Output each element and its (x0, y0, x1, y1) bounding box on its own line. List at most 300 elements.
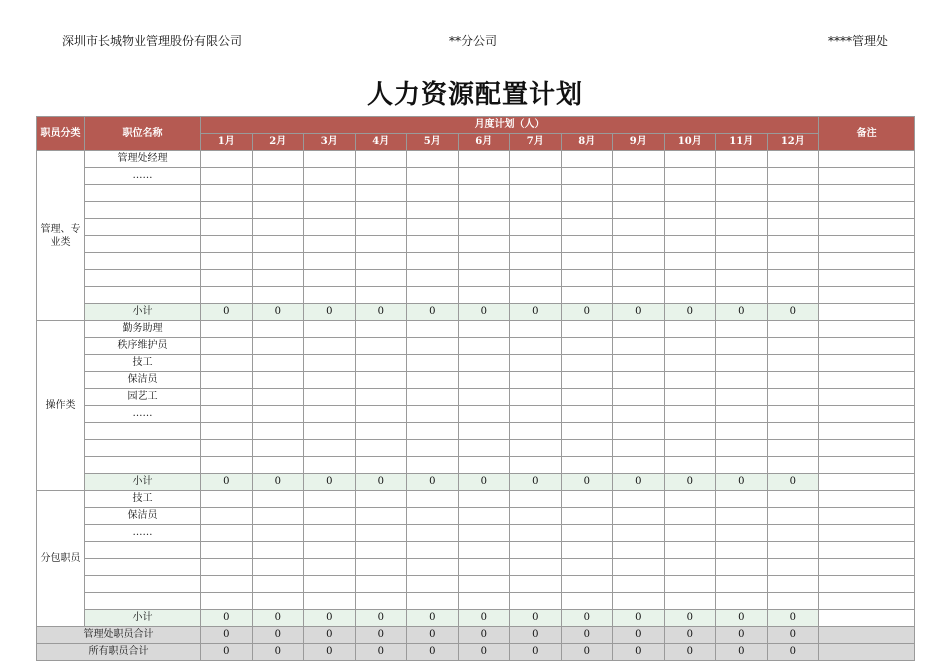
month-value-cell[interactable] (561, 236, 613, 253)
month-value-cell[interactable] (355, 202, 407, 219)
month-value-cell[interactable] (407, 559, 459, 576)
note-cell[interactable] (819, 627, 915, 644)
month-value-cell[interactable] (407, 185, 459, 202)
month-value-cell[interactable] (201, 168, 253, 185)
month-value-cell[interactable] (458, 406, 510, 423)
month-value-cell[interactable] (201, 423, 253, 440)
month-value-cell[interactable] (201, 389, 253, 406)
month-value-cell[interactable] (767, 270, 819, 287)
month-value-cell[interactable] (561, 355, 613, 372)
month-value-cell[interactable] (561, 287, 613, 304)
month-value-cell[interactable] (355, 355, 407, 372)
month-value-cell[interactable] (252, 338, 304, 355)
position-cell[interactable] (85, 270, 201, 287)
month-value-cell[interactable] (716, 185, 768, 202)
month-value-cell[interactable] (716, 491, 768, 508)
position-cell[interactable]: 秩序维护员 (85, 338, 201, 355)
month-value-cell[interactable] (510, 542, 562, 559)
month-value-cell[interactable] (252, 185, 304, 202)
month-value-cell[interactable] (613, 236, 665, 253)
month-value-cell[interactable] (767, 423, 819, 440)
month-value-cell[interactable] (510, 508, 562, 525)
month-value-cell[interactable] (613, 508, 665, 525)
month-value-cell[interactable] (767, 219, 819, 236)
note-cell[interactable] (819, 389, 915, 406)
position-cell[interactable] (85, 457, 201, 474)
month-value-cell[interactable] (716, 593, 768, 610)
month-value-cell[interactable] (407, 219, 459, 236)
position-cell[interactable] (85, 219, 201, 236)
note-cell[interactable] (819, 542, 915, 559)
month-value-cell[interactable] (304, 406, 356, 423)
month-value-cell[interactable] (664, 270, 716, 287)
note-cell[interactable] (819, 355, 915, 372)
note-cell[interactable] (819, 168, 915, 185)
month-value-cell[interactable] (355, 423, 407, 440)
month-value-cell[interactable] (561, 253, 613, 270)
position-cell[interactable] (85, 423, 201, 440)
month-value-cell[interactable] (561, 185, 613, 202)
month-value-cell[interactable] (613, 440, 665, 457)
month-value-cell[interactable] (304, 508, 356, 525)
month-value-cell[interactable] (304, 168, 356, 185)
month-value-cell[interactable] (561, 525, 613, 542)
month-value-cell[interactable] (510, 270, 562, 287)
month-value-cell[interactable] (510, 406, 562, 423)
month-value-cell[interactable] (201, 321, 253, 338)
position-cell[interactable] (85, 542, 201, 559)
month-value-cell[interactable] (252, 559, 304, 576)
month-value-cell[interactable] (716, 168, 768, 185)
month-value-cell[interactable] (407, 542, 459, 559)
month-value-cell[interactable] (716, 202, 768, 219)
month-value-cell[interactable] (252, 440, 304, 457)
month-value-cell[interactable] (458, 576, 510, 593)
month-value-cell[interactable] (304, 338, 356, 355)
month-value-cell[interactable] (561, 321, 613, 338)
month-value-cell[interactable] (355, 542, 407, 559)
note-cell[interactable] (819, 202, 915, 219)
month-value-cell[interactable] (252, 457, 304, 474)
month-value-cell[interactable] (252, 168, 304, 185)
month-value-cell[interactable] (252, 576, 304, 593)
month-value-cell[interactable] (304, 151, 356, 168)
month-value-cell[interactable] (304, 440, 356, 457)
month-value-cell[interactable] (355, 457, 407, 474)
month-value-cell[interactable] (716, 559, 768, 576)
month-value-cell[interactable] (664, 185, 716, 202)
month-value-cell[interactable] (613, 372, 665, 389)
month-value-cell[interactable] (458, 593, 510, 610)
note-cell[interactable] (819, 338, 915, 355)
month-value-cell[interactable] (458, 491, 510, 508)
note-cell[interactable] (819, 423, 915, 440)
month-value-cell[interactable] (355, 151, 407, 168)
month-value-cell[interactable] (767, 440, 819, 457)
month-value-cell[interactable] (510, 321, 562, 338)
month-value-cell[interactable] (252, 593, 304, 610)
month-value-cell[interactable] (561, 440, 613, 457)
month-value-cell[interactable] (767, 151, 819, 168)
month-value-cell[interactable] (613, 321, 665, 338)
month-value-cell[interactable] (201, 202, 253, 219)
month-value-cell[interactable] (664, 457, 716, 474)
month-value-cell[interactable] (767, 525, 819, 542)
month-value-cell[interactable] (355, 491, 407, 508)
month-value-cell[interactable] (510, 185, 562, 202)
month-value-cell[interactable] (716, 253, 768, 270)
month-value-cell[interactable] (664, 219, 716, 236)
month-value-cell[interactable] (458, 355, 510, 372)
month-value-cell[interactable] (458, 287, 510, 304)
month-value-cell[interactable] (407, 202, 459, 219)
month-value-cell[interactable] (510, 355, 562, 372)
month-value-cell[interactable] (510, 576, 562, 593)
month-value-cell[interactable] (767, 287, 819, 304)
position-cell[interactable]: 技工 (85, 491, 201, 508)
month-value-cell[interactable] (407, 491, 459, 508)
month-value-cell[interactable] (561, 219, 613, 236)
note-cell[interactable] (819, 576, 915, 593)
month-value-cell[interactable] (252, 372, 304, 389)
month-value-cell[interactable] (407, 372, 459, 389)
month-value-cell[interactable] (767, 372, 819, 389)
month-value-cell[interactable] (510, 389, 562, 406)
note-cell[interactable] (819, 559, 915, 576)
position-cell[interactable]: 保洁员 (85, 508, 201, 525)
note-cell[interactable] (819, 287, 915, 304)
month-value-cell[interactable] (355, 389, 407, 406)
month-value-cell[interactable] (355, 525, 407, 542)
month-value-cell[interactable] (767, 542, 819, 559)
month-value-cell[interactable] (355, 576, 407, 593)
month-value-cell[interactable] (664, 559, 716, 576)
month-value-cell[interactable] (716, 576, 768, 593)
month-value-cell[interactable] (407, 508, 459, 525)
month-value-cell[interactable] (458, 202, 510, 219)
month-value-cell[interactable] (561, 508, 613, 525)
month-value-cell[interactable] (664, 253, 716, 270)
month-value-cell[interactable] (458, 457, 510, 474)
month-value-cell[interactable] (664, 406, 716, 423)
position-cell[interactable] (85, 253, 201, 270)
month-value-cell[interactable] (664, 593, 716, 610)
month-value-cell[interactable] (716, 525, 768, 542)
month-value-cell[interactable] (510, 151, 562, 168)
month-value-cell[interactable] (355, 559, 407, 576)
month-value-cell[interactable] (201, 576, 253, 593)
month-value-cell[interactable] (304, 576, 356, 593)
month-value-cell[interactable] (664, 491, 716, 508)
month-value-cell[interactable] (458, 270, 510, 287)
month-value-cell[interactable] (407, 389, 459, 406)
month-value-cell[interactable] (304, 321, 356, 338)
month-value-cell[interactable] (201, 270, 253, 287)
month-value-cell[interactable] (664, 168, 716, 185)
month-value-cell[interactable] (355, 253, 407, 270)
month-value-cell[interactable] (767, 321, 819, 338)
month-value-cell[interactable] (664, 423, 716, 440)
month-value-cell[interactable] (355, 219, 407, 236)
position-cell[interactable] (85, 440, 201, 457)
month-value-cell[interactable] (561, 542, 613, 559)
month-value-cell[interactable] (201, 253, 253, 270)
month-value-cell[interactable] (716, 372, 768, 389)
month-value-cell[interactable] (510, 423, 562, 440)
month-value-cell[interactable] (561, 457, 613, 474)
month-value-cell[interactable] (767, 457, 819, 474)
position-cell[interactable] (85, 287, 201, 304)
position-cell[interactable]: 园艺工 (85, 389, 201, 406)
note-cell[interactable] (819, 457, 915, 474)
month-value-cell[interactable] (304, 219, 356, 236)
month-value-cell[interactable] (664, 542, 716, 559)
month-value-cell[interactable] (716, 508, 768, 525)
month-value-cell[interactable] (716, 338, 768, 355)
month-value-cell[interactable] (355, 168, 407, 185)
month-value-cell[interactable] (201, 508, 253, 525)
month-value-cell[interactable] (407, 168, 459, 185)
month-value-cell[interactable] (201, 491, 253, 508)
month-value-cell[interactable] (716, 423, 768, 440)
month-value-cell[interactable] (304, 355, 356, 372)
month-value-cell[interactable] (458, 542, 510, 559)
note-cell[interactable] (819, 270, 915, 287)
month-value-cell[interactable] (304, 236, 356, 253)
month-value-cell[interactable] (201, 338, 253, 355)
position-cell[interactable]: …… (85, 525, 201, 542)
month-value-cell[interactable] (201, 151, 253, 168)
month-value-cell[interactable] (767, 491, 819, 508)
month-value-cell[interactable] (767, 185, 819, 202)
month-value-cell[interactable] (458, 559, 510, 576)
month-value-cell[interactable] (458, 219, 510, 236)
month-value-cell[interactable] (458, 321, 510, 338)
month-value-cell[interactable] (767, 168, 819, 185)
month-value-cell[interactable] (458, 508, 510, 525)
month-value-cell[interactable] (664, 151, 716, 168)
month-value-cell[interactable] (613, 202, 665, 219)
note-cell[interactable] (819, 151, 915, 168)
month-value-cell[interactable] (252, 508, 304, 525)
month-value-cell[interactable] (355, 321, 407, 338)
month-value-cell[interactable] (767, 593, 819, 610)
month-value-cell[interactable] (407, 355, 459, 372)
month-value-cell[interactable] (458, 168, 510, 185)
month-value-cell[interactable] (561, 270, 613, 287)
month-value-cell[interactable] (355, 440, 407, 457)
month-value-cell[interactable] (510, 457, 562, 474)
position-cell[interactable]: 勤务助理 (85, 321, 201, 338)
month-value-cell[interactable] (510, 202, 562, 219)
month-value-cell[interactable] (613, 270, 665, 287)
position-cell[interactable]: 技工 (85, 355, 201, 372)
month-value-cell[interactable] (613, 542, 665, 559)
month-value-cell[interactable] (201, 236, 253, 253)
month-value-cell[interactable] (458, 372, 510, 389)
month-value-cell[interactable] (407, 423, 459, 440)
month-value-cell[interactable] (613, 151, 665, 168)
month-value-cell[interactable] (664, 525, 716, 542)
month-value-cell[interactable] (561, 559, 613, 576)
month-value-cell[interactable] (458, 423, 510, 440)
note-cell[interactable] (819, 525, 915, 542)
month-value-cell[interactable] (561, 372, 613, 389)
month-value-cell[interactable] (716, 542, 768, 559)
month-value-cell[interactable] (664, 355, 716, 372)
month-value-cell[interactable] (252, 423, 304, 440)
month-value-cell[interactable] (716, 151, 768, 168)
month-value-cell[interactable] (664, 440, 716, 457)
month-value-cell[interactable] (664, 287, 716, 304)
month-value-cell[interactable] (407, 270, 459, 287)
month-value-cell[interactable] (252, 491, 304, 508)
month-value-cell[interactable] (304, 559, 356, 576)
month-value-cell[interactable] (355, 236, 407, 253)
month-value-cell[interactable] (767, 253, 819, 270)
position-cell[interactable]: …… (85, 406, 201, 423)
month-value-cell[interactable] (304, 542, 356, 559)
month-value-cell[interactable] (304, 287, 356, 304)
month-value-cell[interactable] (767, 338, 819, 355)
month-value-cell[interactable] (613, 287, 665, 304)
month-value-cell[interactable] (252, 406, 304, 423)
month-value-cell[interactable] (613, 338, 665, 355)
month-value-cell[interactable] (613, 253, 665, 270)
month-value-cell[interactable] (407, 457, 459, 474)
month-value-cell[interactable] (304, 593, 356, 610)
month-value-cell[interactable] (561, 151, 613, 168)
month-value-cell[interactable] (252, 151, 304, 168)
month-value-cell[interactable] (767, 508, 819, 525)
month-value-cell[interactable] (458, 185, 510, 202)
month-value-cell[interactable] (201, 185, 253, 202)
month-value-cell[interactable] (458, 253, 510, 270)
month-value-cell[interactable] (716, 219, 768, 236)
month-value-cell[interactable] (613, 491, 665, 508)
month-value-cell[interactable] (252, 389, 304, 406)
month-value-cell[interactable] (510, 287, 562, 304)
month-value-cell[interactable] (458, 338, 510, 355)
month-value-cell[interactable] (561, 423, 613, 440)
month-value-cell[interactable] (407, 406, 459, 423)
month-value-cell[interactable] (561, 389, 613, 406)
month-value-cell[interactable] (201, 219, 253, 236)
month-value-cell[interactable] (664, 372, 716, 389)
month-value-cell[interactable] (510, 338, 562, 355)
month-value-cell[interactable] (201, 287, 253, 304)
position-cell[interactable]: 管理处经理 (85, 151, 201, 168)
month-value-cell[interactable] (252, 355, 304, 372)
month-value-cell[interactable] (458, 440, 510, 457)
month-value-cell[interactable] (252, 321, 304, 338)
month-value-cell[interactable] (561, 202, 613, 219)
month-value-cell[interactable] (252, 525, 304, 542)
month-value-cell[interactable] (458, 151, 510, 168)
month-value-cell[interactable] (252, 270, 304, 287)
month-value-cell[interactable] (767, 389, 819, 406)
month-value-cell[interactable] (767, 202, 819, 219)
month-value-cell[interactable] (510, 559, 562, 576)
month-value-cell[interactable] (355, 338, 407, 355)
month-value-cell[interactable] (201, 440, 253, 457)
month-value-cell[interactable] (664, 508, 716, 525)
month-value-cell[interactable] (510, 491, 562, 508)
position-cell[interactable]: 保洁员 (85, 372, 201, 389)
month-value-cell[interactable] (613, 525, 665, 542)
month-value-cell[interactable] (510, 372, 562, 389)
month-value-cell[interactable] (561, 491, 613, 508)
month-value-cell[interactable] (201, 593, 253, 610)
note-cell[interactable] (819, 491, 915, 508)
month-value-cell[interactable] (664, 576, 716, 593)
month-value-cell[interactable] (510, 440, 562, 457)
month-value-cell[interactable] (716, 321, 768, 338)
month-value-cell[interactable] (767, 406, 819, 423)
month-value-cell[interactable] (355, 593, 407, 610)
month-value-cell[interactable] (767, 355, 819, 372)
month-value-cell[interactable] (252, 287, 304, 304)
month-value-cell[interactable] (664, 338, 716, 355)
month-value-cell[interactable] (613, 355, 665, 372)
month-value-cell[interactable] (510, 525, 562, 542)
month-value-cell[interactable] (664, 389, 716, 406)
position-cell[interactable] (85, 202, 201, 219)
month-value-cell[interactable] (407, 576, 459, 593)
month-value-cell[interactable] (458, 525, 510, 542)
month-value-cell[interactable] (613, 457, 665, 474)
month-value-cell[interactable] (613, 559, 665, 576)
month-value-cell[interactable] (355, 185, 407, 202)
month-value-cell[interactable] (304, 457, 356, 474)
month-value-cell[interactable] (561, 168, 613, 185)
month-value-cell[interactable] (252, 219, 304, 236)
note-cell[interactable] (819, 219, 915, 236)
month-value-cell[interactable] (407, 287, 459, 304)
month-value-cell[interactable] (252, 542, 304, 559)
month-value-cell[interactable] (304, 525, 356, 542)
month-value-cell[interactable] (201, 542, 253, 559)
month-value-cell[interactable] (510, 593, 562, 610)
note-cell[interactable] (819, 593, 915, 610)
month-value-cell[interactable] (716, 287, 768, 304)
month-value-cell[interactable] (355, 287, 407, 304)
month-value-cell[interactable] (355, 406, 407, 423)
month-value-cell[interactable] (201, 355, 253, 372)
month-value-cell[interactable] (561, 593, 613, 610)
position-cell[interactable] (85, 236, 201, 253)
note-cell[interactable] (819, 406, 915, 423)
month-value-cell[interactable] (510, 168, 562, 185)
note-cell[interactable] (819, 440, 915, 457)
month-value-cell[interactable] (201, 559, 253, 576)
month-value-cell[interactable] (510, 219, 562, 236)
month-value-cell[interactable] (510, 253, 562, 270)
month-value-cell[interactable] (767, 236, 819, 253)
note-cell[interactable] (819, 644, 915, 661)
month-value-cell[interactable] (304, 202, 356, 219)
position-cell[interactable] (85, 593, 201, 610)
month-value-cell[interactable] (407, 253, 459, 270)
month-value-cell[interactable] (252, 253, 304, 270)
month-value-cell[interactable] (613, 406, 665, 423)
note-cell[interactable] (819, 253, 915, 270)
note-cell[interactable] (819, 321, 915, 338)
note-cell[interactable] (819, 610, 915, 627)
month-value-cell[interactable] (252, 236, 304, 253)
month-value-cell[interactable] (458, 236, 510, 253)
position-cell[interactable] (85, 559, 201, 576)
